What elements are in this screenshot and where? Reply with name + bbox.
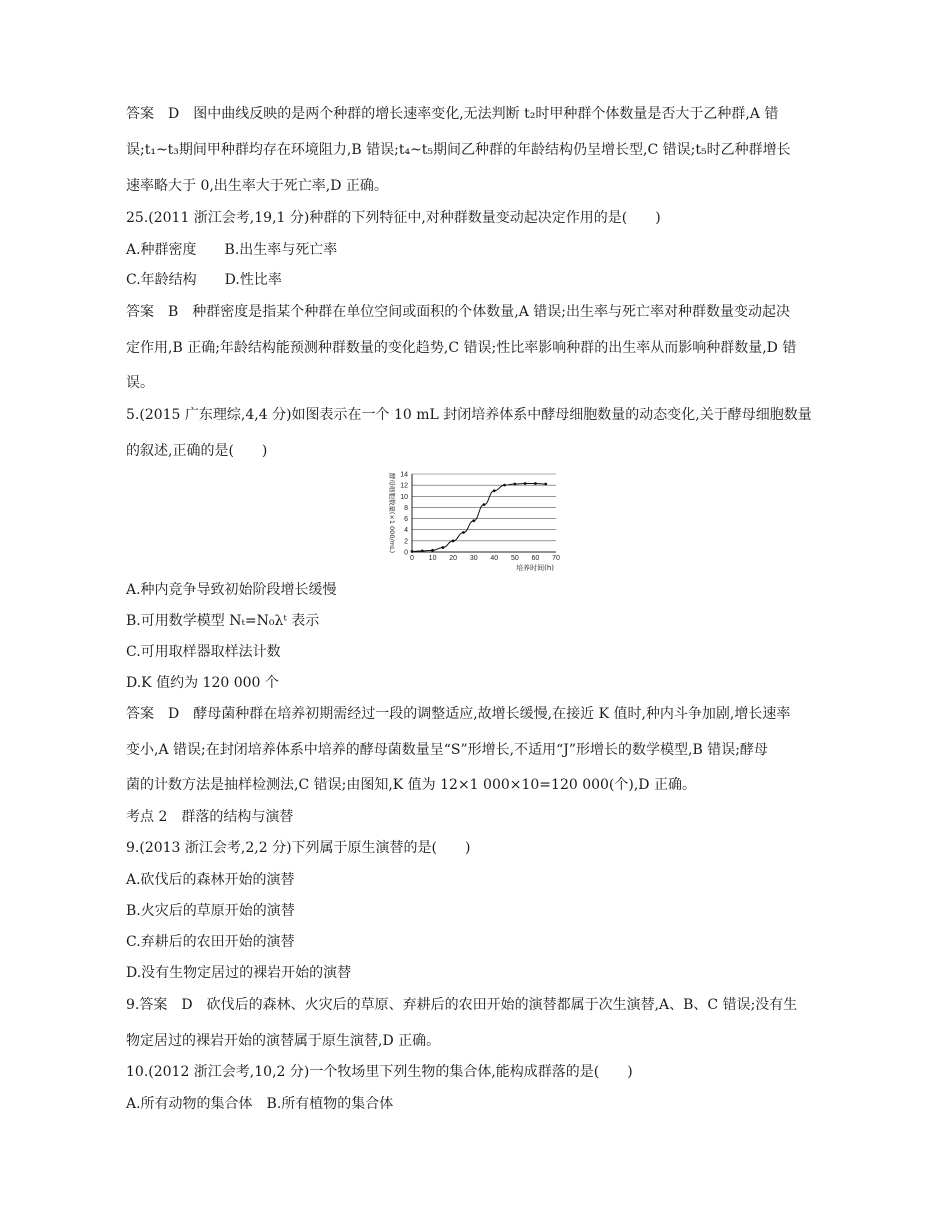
data-point [513,483,516,486]
text-line: 误;t₁~t₃期间甲种群均存在环境阻力,B 错误;t₄~t₅期间乙种群的年龄结构仍呈增长型,C 错误;t₅时乙种群增长 [126,142,791,158]
answer-line: 9.答案 D 砍伐后的森林、火灾后的草原、弃耕后的农田开始的演替都属于次生演替,A、B、C 错误;没有生 [126,997,798,1013]
question-9-stem: 9.(2013 浙江会考,2,2 分)下列属于原生演替的是( ) [126,840,471,856]
y-tick-label: 14 [400,471,408,479]
data-point [411,550,414,553]
y-tick-label: 0 [404,549,408,557]
y-tick-label: 12 [400,482,408,490]
data-point [472,519,475,522]
text-line: 的叙述,正确的是( ) [126,443,268,459]
x-axis-label: 培养时间(h) [516,564,554,572]
y-tick-label: 2 [404,538,408,546]
text-line: 答案 D 图中曲线反映的是两个种群的增长速率变化,无法判断 t₂时甲种群个体数量是否大于乙种群,A 错 [126,106,779,122]
data-point [534,482,537,485]
option-c: C.弃耕后的农田开始的演替 [126,934,295,950]
x-tick-label: 0 [410,555,414,562]
chart-svg [378,466,568,578]
answer-line: 答案 D 酵母菌种群在培养初期需经过一段的调整适应,故增长缓慢,在接近 K 值时,种内斗争加剧,增长速率 [126,706,791,722]
y-axis-label: 酵母细胞数量(×1 000/mL) [388,472,396,554]
data-point [421,549,424,552]
option-line: A.所有动物的集合体 B.所有植物的集合体 [126,1096,394,1112]
option-a: A.种内竞争导致初始阶段增长缓慢 [126,582,337,598]
data-point [431,549,434,552]
question-5-stem: 5.(2015 广东理综,4,4 分)如图表示在一个 10 mL 封闭培养体系中酵母细胞数量的动态变化,关于酵母细胞数量 [126,407,812,423]
data-point [483,503,486,506]
data-point [441,546,444,549]
option-line: C.年龄结构 D.性比率 [126,272,282,288]
section-heading: 考点 2 群落的结构与演替 [126,809,294,825]
x-tick-label: 40 [490,555,499,562]
data-point [493,489,496,492]
y-tick-label: 6 [404,516,408,524]
data-point [524,482,527,485]
text-line: 菌的计数方法是抽样检测法,C 错误;由图知,K 值为 12×1 000×10=120 000(个),D 正确。 [126,777,696,793]
data-point [452,539,455,542]
x-tick-label: 20 [449,555,458,562]
answer-line: 答案 B 种群密度是指某个种群在单位空间或面积的个体数量,A 错误;出生率与死亡率对种群数量变动起决 [126,304,791,320]
question-10-stem: 10.(2012 浙江会考,10,2 分)一个牧场里下列生物的集合体,能构成群落的是( ) [126,1064,633,1080]
text-line: 误。 [126,375,154,391]
data-point [462,531,465,534]
data-point [544,483,547,486]
text-line: 变小,A 错误;在封闭培养体系中培养的酵母菌数量呈“S”形增长,不适用“J”形增长的数学模型,B 错误;酵母 [126,742,768,758]
x-tick-label: 60 [531,555,540,562]
y-tick-label: 10 [400,493,408,501]
data-point [503,484,506,487]
text-line: 速率略大于 0,出生率大于死亡率,D 正确。 [126,178,388,194]
y-tick-label: 4 [404,527,408,535]
option-c: C.可用取样器取样法计数 [126,644,281,660]
y-tick-label: 8 [404,504,408,512]
option-d: D.K 值约为 120 000 个 [126,675,279,691]
text-line: 定作用,B 正确;年龄结构能预测种群数量的变化趋势,C 错误;性比率影响种群的出生率从而影响种群数量,D 错 [126,340,797,356]
growth-curve [412,483,546,551]
x-tick-label: 50 [510,555,519,562]
question-25-stem: 25.(2011 浙江会考,19,1 分)种群的下列特征中,对种群数量变动起决定作用的是( ) [126,210,661,226]
option-b: B.可用数学模型 Nₜ=N₀λᵗ 表示 [126,613,320,629]
option-line: A.种群密度 B.出生率与死亡率 [126,242,338,258]
option-d: D.没有生物定居过的裸岩开始的演替 [126,965,352,981]
x-tick-label: 30 [469,555,478,562]
x-tick-label: 10 [428,555,437,562]
x-tick-label: 70 [552,555,560,562]
option-b: B.火灾后的草原开始的演替 [126,903,295,919]
text-line: 物定居过的裸岩开始的演替属于原生演替,D 正确。 [126,1033,441,1049]
option-a: A.砍伐后的森林开始的演替 [126,872,295,888]
yeast-growth-chart [378,466,568,578]
